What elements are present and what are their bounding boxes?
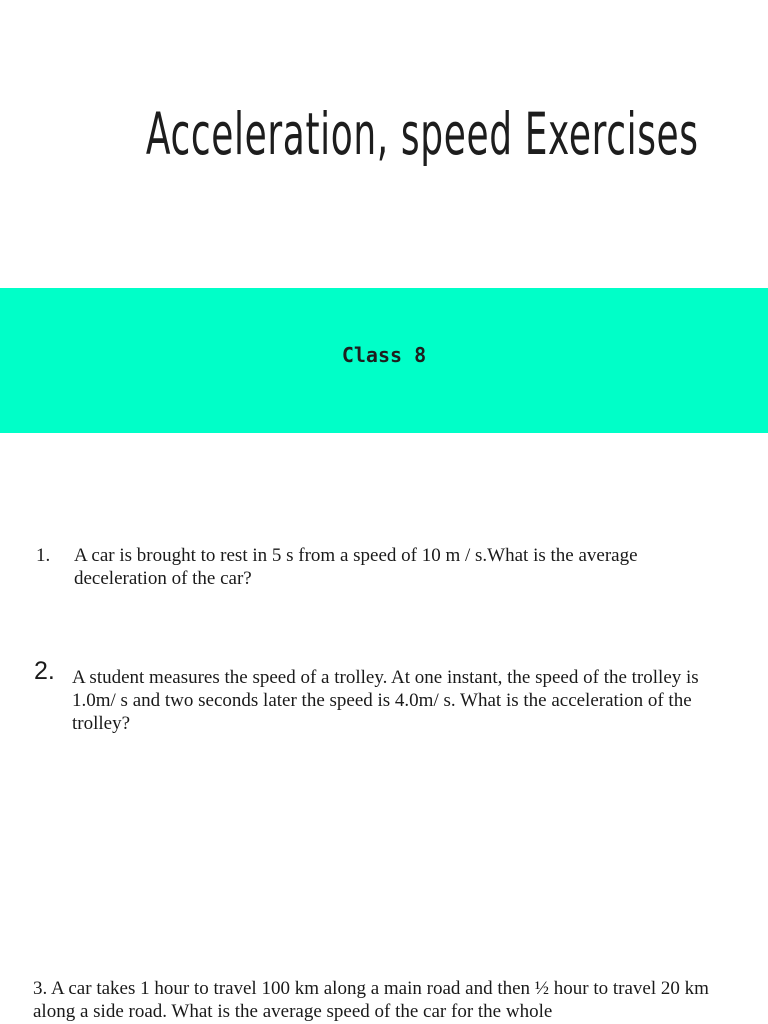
question-text: A student measures the speed of a trolley. At one instant, the speed of the trolley is 1.0m/ s and two seconds later the speed is 4.0m/ s. What is the acceleration of the trolley? <box>72 667 699 734</box>
question-number: 2. <box>34 657 55 685</box>
question-3: 3. A car takes 1 hour to travel 100 km along a main road and then ½ hour to travel 20 km along a side road. What is the average speed of the car for the whole <box>33 978 709 1022</box>
question-text: A car is brought to rest in 5 s from a speed of 10 m / s.What is the average deceleration of the car? <box>74 545 638 589</box>
question-1 <box>36 544 756 594</box>
page-title: Acceleration, speed Exercises <box>145 100 699 168</box>
question-2 <box>34 657 754 741</box>
question-number: 1. <box>36 545 51 566</box>
class-label: Class 8 <box>341 343 427 367</box>
